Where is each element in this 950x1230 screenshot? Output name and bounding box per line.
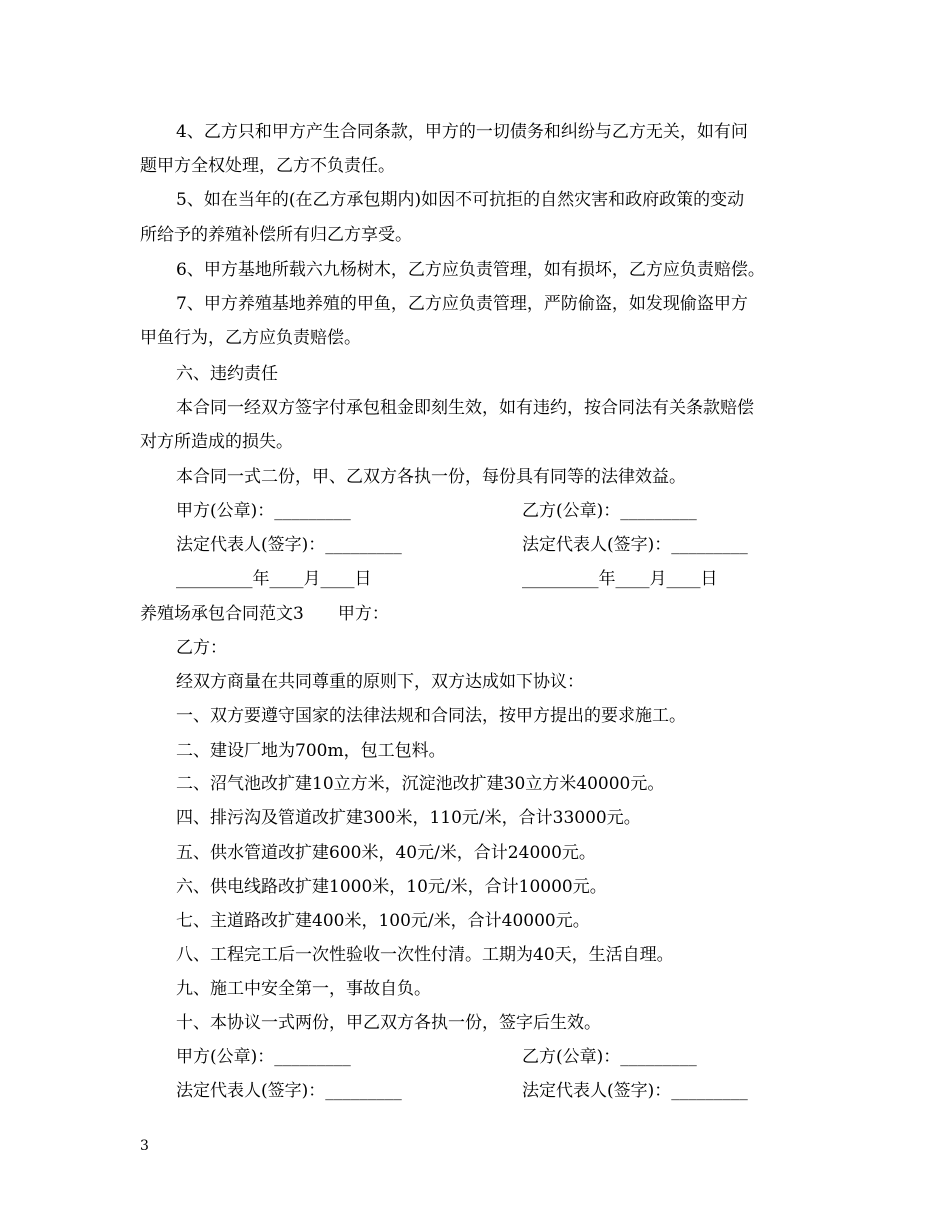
paragraph-line: 5、如在当年的(在乙方承包期内)如因不可抗拒的自然灾害和政府政策的变动: [176, 190, 745, 210]
paragraph-line: 4、乙方只和甲方产生合同条款，甲方的一切债务和纠纷与乙方无关，如有问: [176, 122, 748, 142]
paragraph-line: 7、甲方养殖基地养殖的甲鱼，乙方应负责管理，严防偷盗，如发现偷盗甲方: [176, 294, 748, 314]
party-a-date-field: _________年____月____日: [176, 569, 372, 589]
paragraph-line: 对方所造成的损失。: [140, 432, 293, 452]
agreement-item: 五、供水管道改扩建600米，40元/米，合计24000元。: [176, 843, 596, 863]
agreement-item: 七、主道路改扩建400米，100元/米，合计40000元。: [176, 911, 590, 931]
section-heading: 六、违约责任: [176, 364, 278, 384]
party-a-seal-field: 甲方(公章)：_________: [176, 1047, 351, 1067]
party-b-date-field: _________年____月____日: [522, 569, 718, 589]
party-b-label: 乙方：: [176, 638, 227, 658]
party-a-seal-field: 甲方(公章)：_________: [176, 501, 351, 521]
agreement-item: 二、沼气池改扩建10立方米，沉淀池改扩建30立方米40000元。: [176, 774, 665, 794]
agreement-item: 九、施工中安全第一，事故自负。: [176, 979, 431, 999]
page-number: 3: [140, 1138, 149, 1154]
agreement-item: 一、双方要遵守国家的法律法规和合同法，按甲方提出的要求施工。: [176, 706, 686, 726]
paragraph-line: 本合同一式二份，甲、乙双方各执一份，每份具有同等的法律效益。: [176, 467, 686, 487]
agreement-item: 六、供电线路改扩建1000米，10元/米，合计10000元。: [176, 877, 607, 897]
agreement-item: 十、本协议一式两份，甲乙双方各执一份，签字后生效。: [176, 1013, 601, 1033]
party-a-representative-field: 法定代表人(签字)：_________: [176, 1081, 402, 1101]
party-a-representative-field: 法定代表人(签字)：_________: [176, 535, 402, 555]
agreement-item: 四、排污沟及管道改扩建300米，110元/米，合计33000元。: [176, 808, 641, 828]
paragraph-line: 本合同一经双方签字付承包租金即刻生效，如有违约，按合同法有关条款赔偿: [176, 398, 754, 418]
party-b-seal-field: 乙方(公章)：_________: [522, 501, 697, 521]
paragraph-line: 所给予的养殖补偿所有归乙方享受。: [140, 225, 412, 245]
paragraph-line: 题甲方全权处理，乙方不负责任。: [140, 156, 395, 176]
paragraph-line: 6、甲方基地所载六九杨树木，乙方应负责管理，如有损坏，乙方应负责赔偿。: [176, 260, 765, 280]
party-b-representative-field: 法定代表人(签字)：_________: [522, 1081, 748, 1101]
party-b-representative-field: 法定代表人(签字)：_________: [522, 535, 748, 555]
agreement-item: 二、建设厂地为700m，包工包料。: [176, 741, 446, 761]
agreement-intro: 经双方商量在共同尊重的原则下，双方达成如下协议：: [176, 672, 584, 692]
paragraph-line: 甲鱼行为，乙方应负责赔偿。: [140, 328, 361, 348]
agreement-item: 八、工程完工后一次性验收一次性付清。工期为40天，生活自理。: [176, 945, 674, 965]
party-b-seal-field: 乙方(公章)：_________: [522, 1047, 697, 1067]
section-title: 养殖场承包合同范文3 甲方：: [140, 604, 389, 624]
